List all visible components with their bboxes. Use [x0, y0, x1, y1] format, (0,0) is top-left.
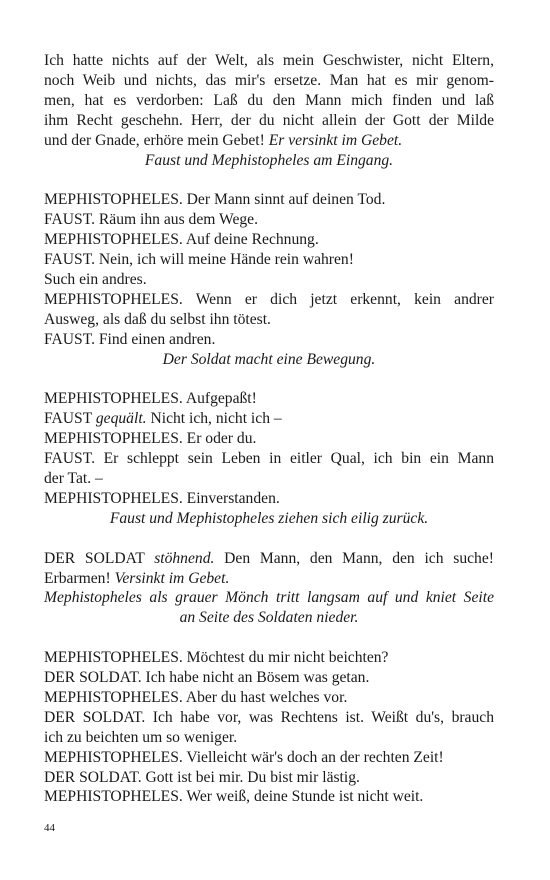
text-line: Ich hatte nichts auf der Welt, als mein Geschwister, nicht Eltern, [44, 52, 494, 69]
dialogue-line: MEPHISTOPHELES. Er oder du. [44, 430, 257, 448]
text-span: Nicht ich, nicht ich – [150, 410, 282, 428]
text-line: noch Weib und nichts, das mir's ersetze. Man hat es mir genom- [44, 71, 494, 89]
text-line [44, 131, 494, 151]
dialogue-line: der Tat. – [44, 470, 103, 487]
page-number: 44 [44, 822, 55, 834]
dialogue-line: MEPHISTOPHELES. Der Mann sinnt auf deinen Tod. [44, 191, 386, 209]
text-line: ihm Recht geschehn. Herr, der du nicht allein der Gott der Milde [44, 111, 494, 129]
dialogue-line: MEPHISTOPHELES. Aber du hast welches vor. [44, 688, 348, 706]
dialogue-line: DER SOLDAT. Ich habe vor, was Rechtens ist. Weißt du's, brauch [44, 708, 494, 726]
paragraph-gap [44, 170, 494, 190]
paragraph-gap [44, 529, 494, 549]
dialogue-line [44, 409, 494, 429]
dialogue-line: FAUST. Räum ihn aus dem Wege. [44, 211, 259, 229]
dialogue-block [44, 389, 494, 528]
stage-direction: Faust und Mephistopheles am Eingang. [144, 151, 394, 169]
dialogue-line: DER SOLDAT. Gott ist bei mir. Du bist mir lästig. [44, 768, 360, 786]
text-span: Erbarmen! [44, 569, 111, 587]
dialogue-line [44, 549, 494, 569]
stage-direction: Mephistopheles als grauer Mönch tritt langsam auf und kniet Seite [44, 589, 494, 607]
dialogue-line: Ausweg, als daß du selbst ihn tötest. [44, 310, 271, 328]
dialogue-line: Such ein andres. [44, 270, 147, 288]
text-span: Den Mann, den Mann, den ich suche! [224, 549, 494, 567]
dialogue-line: MEPHISTOPHELES. Möchtest du mir nicht beichten? [44, 649, 389, 667]
dialogue-line: MEPHISTOPHELES. Auf deine Rechnung. [44, 231, 319, 249]
dialogue-line: ich zu beichten um so weniger. [44, 728, 238, 746]
stage-direction: Faust und Mephistopheles ziehen sich eilig zurück. [109, 509, 429, 527]
inline-stage-direction: gequält. [95, 410, 147, 428]
stage-direction: Der Soldat macht eine Bewegung. [162, 350, 376, 368]
paragraph-gap [44, 628, 494, 648]
speech-block-soldier-prayer [44, 51, 494, 170]
speaker-name: FAUST [44, 410, 92, 428]
dialogue-line: MEPHISTOPHELES. Wer weiß, deine Stunde ist nicht weit. [44, 788, 424, 806]
dialogue-line [44, 569, 494, 589]
dialogue-line: MEPHISTOPHELES. Wenn er dich jetzt erkennt, kein andrer [44, 290, 494, 308]
dialogue-line: FAUST. Find einen andren. [44, 330, 216, 348]
inline-stage-direction: Versinkt im Gebet. [114, 569, 230, 587]
dialogue-line: MEPHISTOPHELES. Aufgepaßt! [44, 390, 257, 408]
text-span: und der Gnade, erhöre mein Gebet! [44, 131, 265, 149]
dialogue-block [44, 549, 494, 629]
page-body [44, 51, 494, 807]
dialogue-line: MEPHISTOPHELES. Einverstanden. [44, 489, 280, 507]
stage-direction: an Seite des Soldaten nieder. [179, 609, 359, 627]
inline-stage-direction: Er versinkt im Gebet. [268, 131, 403, 149]
speaker-name: DER SOLDAT [44, 549, 145, 567]
inline-stage-direction: stöhnend. [154, 549, 215, 567]
paragraph-gap [44, 369, 494, 389]
dialogue-block [44, 190, 494, 369]
text-line: men, hat es verdorben: Laß du den Mann mich finden und laß [44, 91, 494, 109]
dialogue-line: FAUST. Nein, ich will meine Hände rein wahren! [44, 251, 354, 269]
dialogue-line: FAUST. Er schleppt sein Leben in eitler Qual, ich bin ein Mann [44, 450, 494, 468]
dialogue-line: MEPHISTOPHELES. Vielleicht wär's doch an der rechten Zeit! [44, 748, 444, 766]
dialogue-line: DER SOLDAT. Ich habe nicht an Bösem was getan. [44, 669, 370, 687]
dialogue-block [44, 648, 494, 807]
